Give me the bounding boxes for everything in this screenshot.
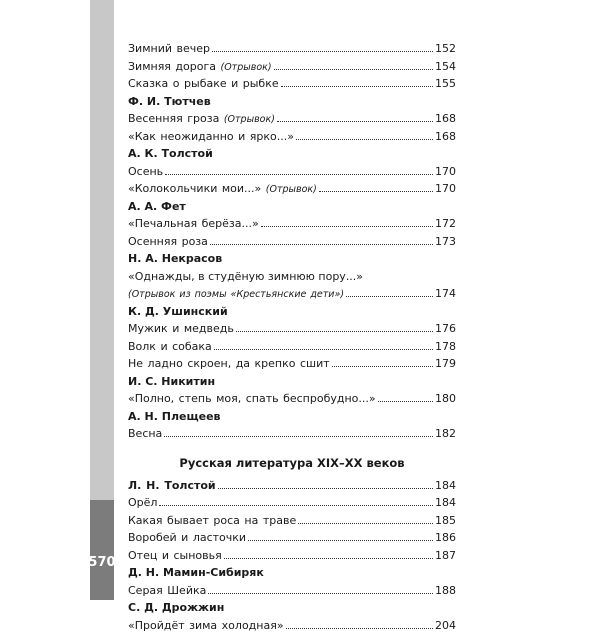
toc-entry-title: «Колокольчики мои...» <box>128 182 261 195</box>
toc-entry <box>128 529 456 547</box>
dot-leader <box>346 296 433 297</box>
toc-entry <box>128 477 456 495</box>
toc-entry-title: Весенняя гроза <box>128 112 219 125</box>
toc-page-number: 168 <box>435 110 456 128</box>
dot-leader <box>277 121 433 122</box>
dot-leader <box>298 523 433 524</box>
toc-page-number: 204 <box>435 617 456 634</box>
toc-entry <box>128 390 456 408</box>
author-heading: С. Д. Дрожжин <box>128 599 456 617</box>
page-number-tab <box>90 500 114 600</box>
toc-page-number: 188 <box>435 582 456 600</box>
author-heading: Д. Н. Мамин-Сибиряк <box>128 564 456 582</box>
dot-leader <box>281 86 433 87</box>
toc-entry <box>128 58 456 76</box>
dot-leader <box>286 628 433 629</box>
toc-page-number: 178 <box>435 338 456 356</box>
author-heading: Л. Н. Толстой <box>128 479 216 492</box>
page-number: 570 <box>86 555 118 570</box>
toc-entry <box>128 582 456 600</box>
toc-entry <box>128 215 456 233</box>
author-heading: А. А. Фет <box>128 198 456 216</box>
toc-entry-title: «Пройдёт зима холодная» <box>128 619 284 632</box>
dot-leader <box>165 174 433 175</box>
dot-leader <box>261 226 433 227</box>
toc-entry-title: Сказка о рыбаке и рыбке <box>128 77 279 90</box>
dot-leader <box>378 401 433 402</box>
toc-entry-title: Не ладно скроен, да крепко сшит <box>128 357 330 370</box>
toc-page-number: 174 <box>435 285 456 303</box>
section-title: Русская литература XIX–XX веков <box>128 453 456 473</box>
table-of-contents <box>128 40 456 634</box>
dot-leader <box>274 69 433 70</box>
toc-entry-title: Воробей и ласточки <box>128 531 246 544</box>
toc-entry <box>128 355 456 373</box>
toc-page-number: 186 <box>435 529 456 547</box>
dot-leader <box>164 436 433 437</box>
toc-entry-title: Осенняя роза <box>128 235 208 248</box>
toc-entry <box>128 425 456 443</box>
dot-leader <box>214 349 433 350</box>
toc-entry <box>128 494 456 512</box>
dot-leader <box>332 366 433 367</box>
toc-page-number: 179 <box>435 355 456 373</box>
toc-page-number: 168 <box>435 128 456 146</box>
dot-leader <box>159 505 433 506</box>
author-heading: К. Д. Ушинский <box>128 303 456 321</box>
toc-entry-note: (Отрывок) <box>224 114 275 125</box>
toc-entry-title: Орёл <box>128 496 157 509</box>
toc-entry <box>128 338 456 356</box>
dot-leader <box>210 244 433 245</box>
toc-page-number: 185 <box>435 512 456 530</box>
toc-entry <box>128 163 456 181</box>
toc-page-number: 154 <box>435 58 456 76</box>
toc-page-number: 182 <box>435 425 456 443</box>
toc-entry-title: Какая бывает роса на траве <box>128 514 296 527</box>
author-heading: А. Н. Плещеев <box>128 408 456 426</box>
toc-entry <box>128 75 456 93</box>
toc-entry-title: Волк и собака <box>128 340 212 353</box>
toc-entry-title: Зимняя дорога <box>128 60 216 73</box>
author-heading: А. К. Толстой <box>128 145 456 163</box>
toc-entry-note: (Отрывок из поэмы «Крестьянские дети») <box>128 289 344 300</box>
toc-entry-note: (Отрывок) <box>266 184 317 195</box>
dot-leader <box>212 51 433 52</box>
toc-entry-note: (Отрывок) <box>221 62 272 73</box>
dot-leader <box>208 593 433 594</box>
toc-page-number: 180 <box>435 390 456 408</box>
dot-leader <box>224 558 433 559</box>
toc-entry <box>128 617 456 634</box>
toc-entry <box>128 285 456 303</box>
toc-entry-title: Мужик и медведь <box>128 322 234 335</box>
toc-entry-title: «Полно, степь моя, спать беспробудно...» <box>128 392 376 405</box>
dot-leader <box>248 540 433 541</box>
toc-page-number: 173 <box>435 233 456 251</box>
toc-entry <box>128 233 456 251</box>
toc-page-number: 170 <box>435 163 456 181</box>
dot-leader <box>236 331 433 332</box>
toc-page-number: 184 <box>435 494 456 512</box>
dot-leader <box>319 191 433 192</box>
toc-entry <box>128 320 456 338</box>
author-heading: Ф. И. Тютчев <box>128 93 456 111</box>
toc-entry-title: «Как неожиданно и ярко...» <box>128 130 294 143</box>
toc-page-number: 152 <box>435 40 456 58</box>
toc-entry-title: Весна <box>128 427 162 440</box>
toc-entry-title: «Печальная берёза...» <box>128 217 259 230</box>
toc-page-number: 172 <box>435 215 456 233</box>
toc-entry <box>128 547 456 565</box>
toc-page-number: 187 <box>435 547 456 565</box>
toc-entry <box>128 512 456 530</box>
toc-entry <box>128 128 456 146</box>
toc-entry <box>128 40 456 58</box>
author-heading: И. С. Никитин <box>128 373 456 391</box>
dot-leader <box>296 139 433 140</box>
toc-page-number: 170 <box>435 180 456 198</box>
toc-entry-title: Серая Шейка <box>128 584 206 597</box>
toc-entry <box>128 180 456 198</box>
toc-entry-title-line: «Однажды, в студёную зимнюю пору...» <box>128 268 456 286</box>
toc-entry-title: Зимний вечер <box>128 42 210 55</box>
toc-entry-title: Осень <box>128 165 163 178</box>
dot-leader <box>218 488 433 489</box>
toc-entry-title: Отец и сыновья <box>128 549 222 562</box>
toc-entry <box>128 110 456 128</box>
toc-page-number: 176 <box>435 320 456 338</box>
toc-page-number: 155 <box>435 75 456 93</box>
toc-page-number: 184 <box>435 477 456 495</box>
author-heading: Н. А. Некрасов <box>128 250 456 268</box>
